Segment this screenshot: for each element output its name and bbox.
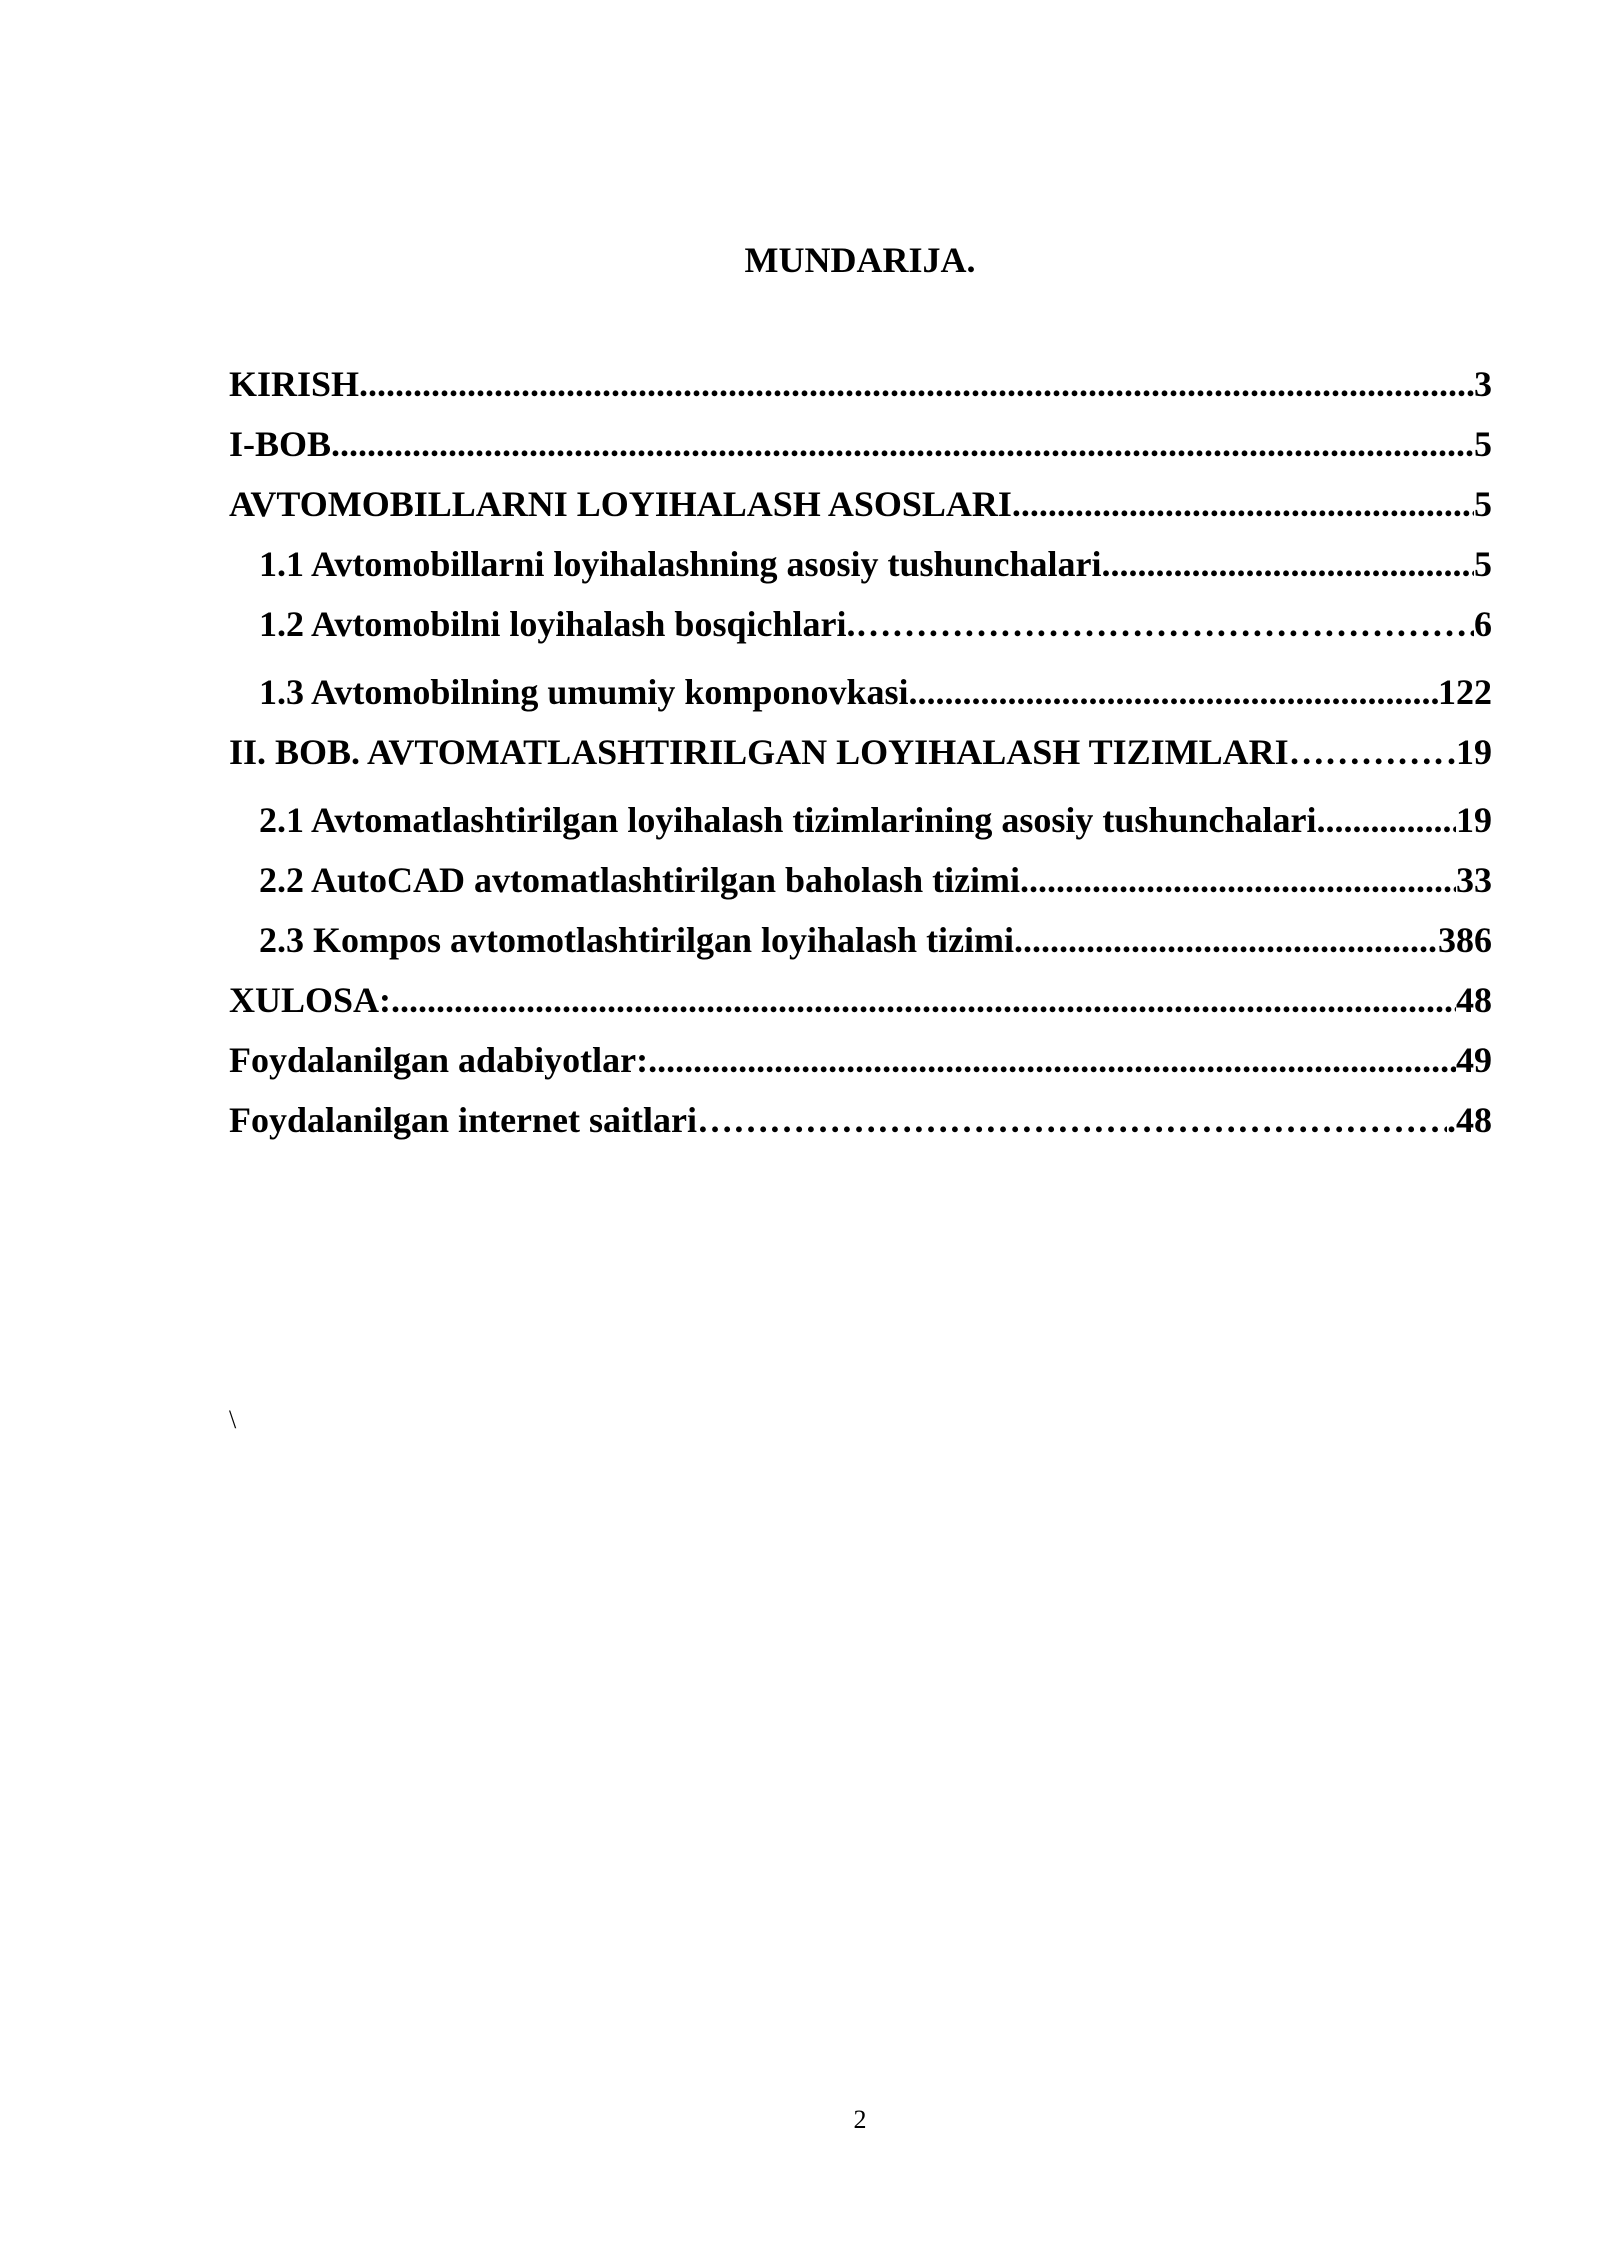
toc-entry-1-1[interactable] xyxy=(229,540,1492,600)
toc-entry-page: 386 xyxy=(1438,920,1492,960)
toc-entry-label: 1.3 Avtomobilning umumiy komponovkasi xyxy=(259,672,909,712)
stray-backslash-mark: \ xyxy=(229,1405,237,1434)
toc-entry-page: 33 xyxy=(1456,860,1492,900)
toc-ellipsis-leader xyxy=(855,600,1474,648)
toc-entry-label: Foydalanilgan adabiyotlar: xyxy=(229,1040,649,1080)
toc-entry-foydalanilgan-internet-saitlari[interactable] xyxy=(229,1096,1492,1156)
page-number: 2 xyxy=(853,2105,867,2134)
toc-entry-foydalanilgan-adabiyotlar[interactable] xyxy=(229,1036,1492,1096)
toc-dot-leader xyxy=(359,360,1474,408)
toc-entry-xulosa[interactable] xyxy=(229,976,1492,1036)
toc-dot-leader xyxy=(331,420,1474,468)
toc-ellipsis-leader xyxy=(1289,728,1447,776)
toc-entry-kirish[interactable] xyxy=(229,360,1492,420)
toc-entry-2-3[interactable] xyxy=(229,916,1492,976)
toc-dot-leader xyxy=(909,668,1439,716)
toc-entry-page: 5 xyxy=(1474,424,1492,464)
toc-dot-leader xyxy=(1020,856,1456,904)
toc-entry-i-bob[interactable] xyxy=(229,420,1492,480)
toc-ellipsis-leader xyxy=(697,1096,1447,1144)
toc-entry-page: 3 xyxy=(1474,364,1492,404)
toc-entry-page: .48 xyxy=(1447,1100,1492,1140)
toc-entry-label: 1.2 Avtomobilni loyihalash bosqichlari. xyxy=(259,604,856,644)
toc-entry-2-2[interactable] xyxy=(229,856,1492,916)
toc-entry-1-3[interactable] xyxy=(229,668,1492,728)
table-of-contents xyxy=(229,360,1492,1156)
toc-entry-label: KIRISH xyxy=(229,364,360,404)
toc-entry-avtomobillarni-loyihalash-asoslari[interactable] xyxy=(229,480,1492,540)
toc-entry-label: XULOSA: xyxy=(229,980,392,1020)
toc-entry-label: AVTOMOBILLARNI LOYIHALASH ASOSLARI xyxy=(229,484,1012,524)
toc-entry-label: Foydalanilgan internet saitlari xyxy=(229,1100,697,1140)
toc-entry-page: .19 xyxy=(1447,732,1492,772)
toc-entry-label: 2.1 Avtomatlashtirilgan loyihalash tizimlarining asosiy tushunchalari xyxy=(259,800,1317,840)
toc-dot-leader xyxy=(648,1036,1456,1084)
toc-entry-2-1[interactable] xyxy=(229,796,1492,856)
toc-entry-label: 1.1 Avtomobillarni loyihalashning asosiy tushunchalari xyxy=(259,544,1102,584)
toc-dot-leader xyxy=(1014,916,1438,964)
toc-entry-page: 5 xyxy=(1474,484,1492,524)
toc-entry-label: 2.3 Kompos avtomotlashtirilgan loyihalash tizimi xyxy=(259,920,1015,960)
toc-entry-page: 5 xyxy=(1474,544,1492,584)
toc-entry-page: 6 xyxy=(1474,604,1492,644)
toc-dot-leader xyxy=(1012,480,1474,528)
toc-entry-page: 122 xyxy=(1438,672,1492,712)
toc-entry-1-2[interactable] xyxy=(229,600,1492,668)
toc-entry-label: I-BOB xyxy=(229,424,332,464)
toc-dot-leader xyxy=(1316,796,1456,844)
toc-entry-page: 49 xyxy=(1456,1040,1492,1080)
toc-entry-page: 19 xyxy=(1456,800,1492,840)
toc-dot-leader xyxy=(1102,540,1474,588)
toc-entry-page: 48 xyxy=(1456,980,1492,1020)
page-title: MUNDARIJA. xyxy=(744,240,976,280)
toc-entry-label: II. BOB. AVTOMATLASHTIRILGAN LOYIHALASH TIZIMLARI xyxy=(229,732,1289,772)
toc-entry-label: 2.2 AutoCAD avtomatlashtirilgan baholash tizimi xyxy=(259,860,1021,900)
toc-dot-leader xyxy=(391,976,1456,1024)
toc-entry-ii-bob[interactable] xyxy=(229,728,1492,796)
